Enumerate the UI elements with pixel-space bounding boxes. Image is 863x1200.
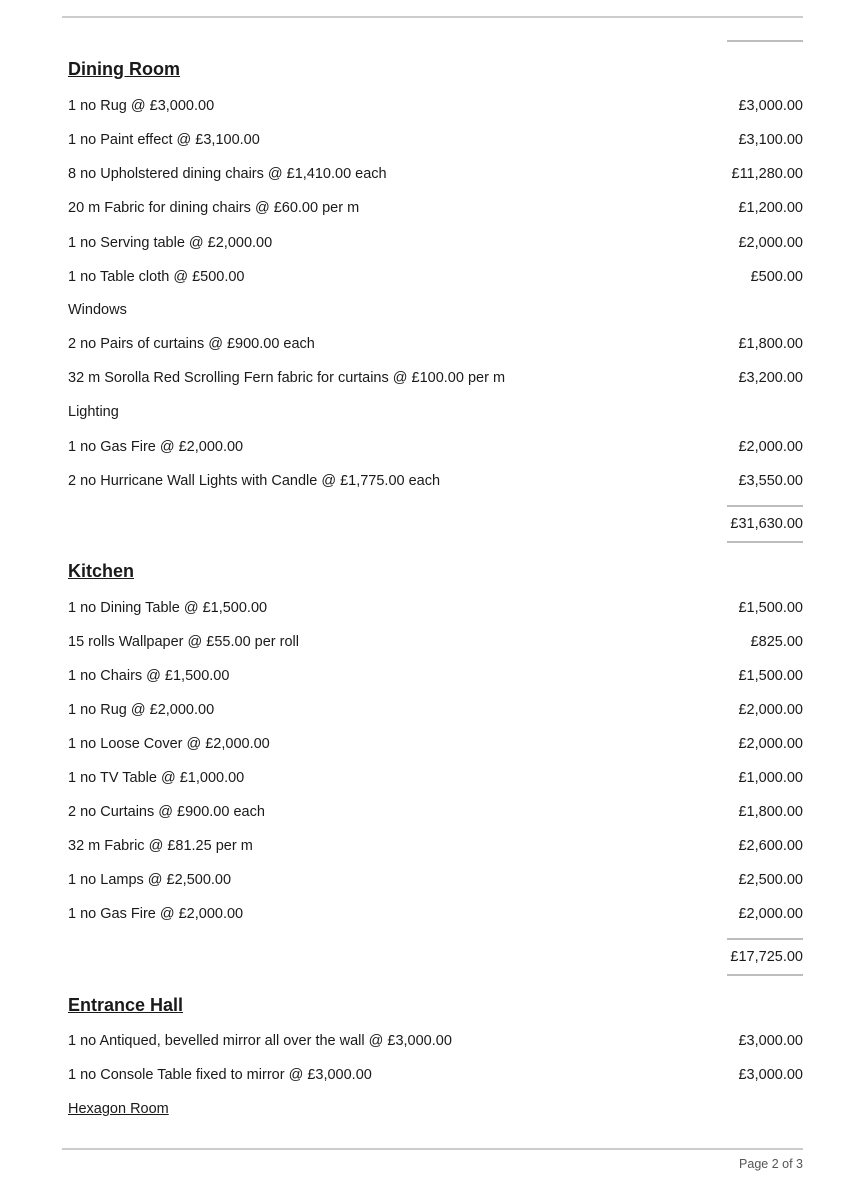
table-row [68,734,803,754]
table-row [68,198,803,218]
row-amount: £2,500.00 [738,872,803,888]
row-amount: £1,000.00 [738,770,803,786]
row-description: 1 no Console Table fixed to mirror @ £3,000.00 [68,1067,372,1083]
row-amount: £3,200.00 [738,370,803,386]
row-amount: £3,550.00 [738,473,803,489]
table-row [68,130,803,150]
table-row [68,471,803,491]
table-row [68,368,803,388]
row-description: 32 m Fabric @ £81.25 per m [68,838,253,854]
carried-total-underline [727,40,803,42]
row-description: 1 no Rug @ £2,000.00 [68,702,215,718]
row-description: 15 rolls Wallpaper @ £55.00 per roll [68,634,299,650]
section-title-dining-room: Dining Room [68,59,180,79]
row-description: 1 no Antiqued, bevelled mirror all over the wall @ £3,000.00 [68,1033,452,1049]
row-amount: £2,000.00 [738,235,803,251]
page-number: Page 2 of 3 [739,1157,803,1171]
row-amount: £825.00 [750,634,803,650]
row-description: 2 no Curtains @ £900.00 each [68,804,265,820]
table-row [68,96,803,116]
row-description: 1 no Table cloth @ £500.00 [68,269,245,285]
dining-room-total: £31,630.00 [727,505,803,543]
row-description: 8 no Upholstered dining chairs @ £1,410.00 each [68,166,387,182]
top-rule [62,16,803,18]
row-description: 1 no Loose Cover @ £2,000.00 [68,736,270,752]
table-row [68,334,803,354]
row-amount: £1,500.00 [738,600,803,616]
bottom-rule [62,1148,803,1150]
row-amount: £2,000.00 [738,906,803,922]
section-title-kitchen: Kitchen [68,561,135,581]
table-row [68,437,803,457]
row-amount: £1,800.00 [738,336,803,352]
subheading-windows: Windows [68,302,127,318]
row-amount: £2,000.00 [738,439,803,455]
table-row [68,666,803,686]
row-amount: £2,000.00 [738,736,803,752]
row-description: 20 m Fabric for dining chairs @ £60.00 per m [68,200,360,216]
table-row [68,870,803,890]
table-row [68,904,803,924]
subheading-hexagon-room: Hexagon Room [68,1101,169,1117]
row-description: 1 no Serving table @ £2,000.00 [68,235,273,251]
row-amount: £2,600.00 [738,838,803,854]
subheading-lighting: Lighting [68,404,119,420]
row-amount: £3,000.00 [738,98,803,114]
table-row [68,164,803,184]
row-description: 1 no Paint effect @ £3,100.00 [68,132,260,148]
table-row [68,632,803,652]
table-row [68,1031,803,1051]
row-amount: £3,000.00 [738,1033,803,1049]
table-row [68,700,803,720]
row-amount: £500.00 [750,269,803,285]
table-row [68,836,803,856]
section-title-entrance-hall: Entrance Hall [68,995,184,1015]
row-description: 1 no Dining Table @ £1,500.00 [68,600,268,616]
row-description: 2 no Hurricane Wall Lights with Candle @ £1,775.00 each [68,473,441,489]
row-description: 1 no TV Table @ £1,000.00 [68,770,245,786]
table-row [68,233,803,253]
table-row [68,802,803,822]
row-amount: £1,500.00 [738,668,803,684]
row-amount: £3,000.00 [738,1067,803,1083]
row-description: 1 no Rug @ £3,000.00 [68,98,215,114]
table-row [68,598,803,618]
row-amount: £11,280.00 [731,166,803,182]
row-description: 1 no Gas Fire @ £2,000.00 [68,906,244,922]
table-row [68,768,803,788]
row-amount: £2,000.00 [738,702,803,718]
table-row [68,267,803,287]
row-amount: £1,800.00 [738,804,803,820]
row-description: 2 no Pairs of curtains @ £900.00 each [68,336,315,352]
row-description: 1 no Chairs @ £1,500.00 [68,668,230,684]
row-description: 1 no Gas Fire @ £2,000.00 [68,439,244,455]
row-description: 1 no Lamps @ £2,500.00 [68,872,232,888]
row-amount: £1,200.00 [738,200,803,216]
kitchen-total: £17,725.00 [727,938,803,976]
row-amount: £3,100.00 [738,132,803,148]
table-row [68,1065,803,1085]
row-description: 32 m Sorolla Red Scrolling Fern fabric for curtains @ £100.00 per m [68,370,506,386]
